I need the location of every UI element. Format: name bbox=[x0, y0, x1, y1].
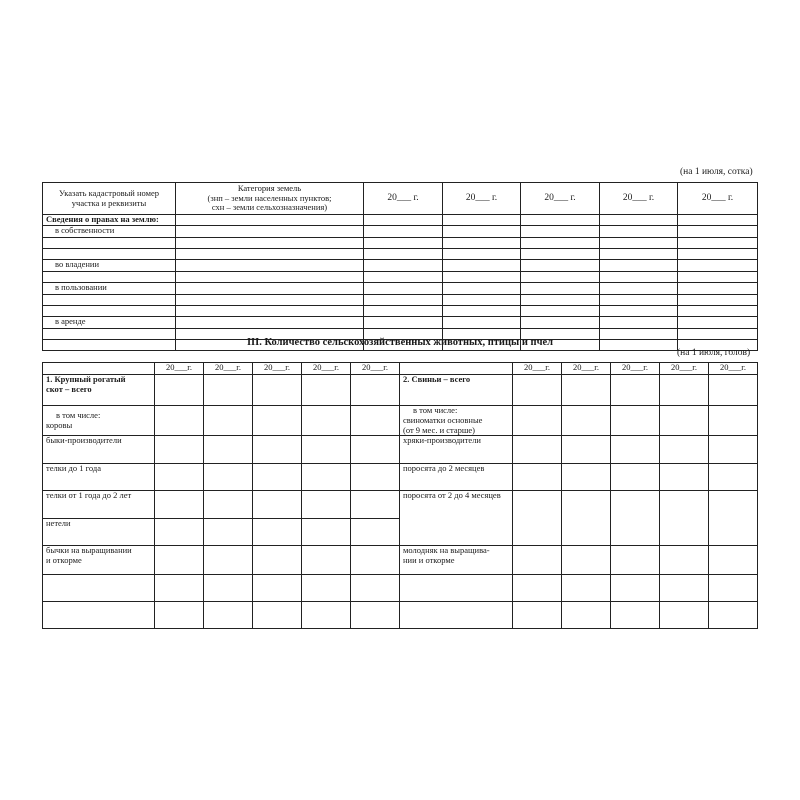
year-column-header: 20___г. bbox=[513, 363, 562, 375]
form-cell[interactable] bbox=[43, 575, 155, 602]
form-cell[interactable] bbox=[155, 491, 204, 519]
form-cell[interactable] bbox=[351, 575, 400, 602]
form-cell[interactable] bbox=[521, 215, 600, 226]
form-cell[interactable] bbox=[600, 238, 678, 249]
pigs-total-label: 2. Свиньи – всего bbox=[400, 375, 513, 406]
form-cell[interactable] bbox=[204, 436, 253, 464]
year-column-header: 20___г. bbox=[302, 363, 351, 375]
form-cell[interactable] bbox=[443, 238, 521, 249]
form-cell[interactable] bbox=[204, 406, 253, 436]
form-cell[interactable] bbox=[176, 306, 364, 317]
form-cell[interactable] bbox=[443, 249, 521, 260]
form-cell[interactable] bbox=[521, 226, 600, 238]
form-cell[interactable] bbox=[400, 575, 513, 602]
form-cell[interactable] bbox=[176, 283, 364, 295]
form-cell[interactable] bbox=[155, 575, 204, 602]
form-cell[interactable] bbox=[176, 260, 364, 272]
form-cell[interactable] bbox=[678, 272, 758, 283]
year-column-header: 20___г. bbox=[562, 363, 611, 375]
form-cell[interactable] bbox=[513, 375, 562, 406]
form-cell[interactable] bbox=[678, 215, 758, 226]
piglets-under-2m-label: поросята до 2 месяцев bbox=[400, 464, 513, 491]
form-cell[interactable] bbox=[660, 464, 709, 491]
form-cell[interactable] bbox=[709, 436, 758, 464]
form-cell[interactable] bbox=[678, 295, 758, 306]
form-cell[interactable] bbox=[521, 283, 600, 295]
form-cell[interactable] bbox=[155, 602, 204, 629]
form-cell[interactable] bbox=[562, 602, 611, 629]
form-cell[interactable] bbox=[660, 491, 709, 546]
year-column-header: 20___ г. bbox=[600, 183, 678, 215]
form-cell[interactable] bbox=[43, 306, 176, 317]
form-cell[interactable] bbox=[562, 464, 611, 491]
form-cell[interactable] bbox=[443, 215, 521, 226]
form-cell[interactable] bbox=[513, 491, 562, 546]
row-label-ownership: в собственности bbox=[43, 226, 176, 238]
form-cell[interactable] bbox=[176, 295, 364, 306]
form-cell[interactable] bbox=[204, 519, 253, 546]
form-cell[interactable] bbox=[351, 546, 400, 575]
form-cell[interactable] bbox=[155, 406, 204, 436]
land-category-header: Категория земель (знп – земли населенных пунктов; схн – земли сельхозназначения) bbox=[176, 183, 364, 215]
heifers-label: нетели bbox=[43, 519, 155, 546]
form-cell[interactable] bbox=[443, 283, 521, 295]
form-cell[interactable] bbox=[562, 375, 611, 406]
form-cell[interactable] bbox=[364, 306, 443, 317]
form-cell[interactable] bbox=[364, 260, 443, 272]
heifers-under-1-label: телки до 1 года bbox=[43, 464, 155, 491]
form-cell[interactable] bbox=[351, 491, 400, 519]
form-cell[interactable] bbox=[600, 249, 678, 260]
form-cell[interactable] bbox=[253, 491, 302, 519]
form-cell[interactable] bbox=[253, 546, 302, 575]
form-cell[interactable] bbox=[443, 272, 521, 283]
form-cell[interactable] bbox=[513, 406, 562, 436]
form-cell[interactable] bbox=[678, 306, 758, 317]
form-cell[interactable] bbox=[709, 406, 758, 436]
form-cell[interactable] bbox=[302, 575, 351, 602]
cattle-header-blank bbox=[43, 363, 155, 375]
form-cell[interactable] bbox=[562, 546, 611, 575]
year-column-header: 20___ г. bbox=[364, 183, 443, 215]
form-cell[interactable] bbox=[253, 602, 302, 629]
cadastral-header: Указать кадастровый номер участка и реквизиты bbox=[43, 183, 176, 215]
form-cell[interactable] bbox=[443, 260, 521, 272]
form-cell[interactable] bbox=[155, 464, 204, 491]
row-label-possession: во владении bbox=[43, 260, 176, 272]
form-cell[interactable] bbox=[600, 306, 678, 317]
form-cell[interactable] bbox=[600, 260, 678, 272]
form-cell[interactable] bbox=[521, 249, 600, 260]
form-cell[interactable] bbox=[513, 575, 562, 602]
form-cell[interactable] bbox=[204, 464, 253, 491]
form-cell[interactable] bbox=[351, 519, 400, 546]
form-cell[interactable] bbox=[600, 226, 678, 238]
year-column-header: 20___ г. bbox=[678, 183, 758, 215]
form-cell[interactable] bbox=[562, 575, 611, 602]
form-cell[interactable] bbox=[443, 317, 521, 329]
form-cell[interactable] bbox=[678, 283, 758, 295]
form-cell[interactable] bbox=[302, 491, 351, 519]
form-cell[interactable] bbox=[155, 519, 204, 546]
year-column-header: 20___г. bbox=[204, 363, 253, 375]
form-cell[interactable] bbox=[302, 602, 351, 629]
livestock-table bbox=[42, 362, 758, 629]
form-cell[interactable] bbox=[155, 375, 204, 406]
form-cell[interactable] bbox=[364, 283, 443, 295]
row-label-lease: в аренде bbox=[43, 317, 176, 329]
form-cell[interactable] bbox=[364, 226, 443, 238]
form-cell[interactable] bbox=[521, 295, 600, 306]
form-cell[interactable] bbox=[709, 375, 758, 406]
form-cell[interactable] bbox=[611, 406, 660, 436]
boars-label: хряки-производители bbox=[400, 436, 513, 464]
form-cell[interactable] bbox=[176, 317, 364, 329]
sows-label: в том числе: свиноматки основные (от 9 мес. и старше) bbox=[400, 406, 513, 436]
form-cell[interactable] bbox=[660, 546, 709, 575]
form-cell[interactable] bbox=[351, 406, 400, 436]
row-label-use: в пользовании bbox=[43, 283, 176, 295]
form-cell[interactable] bbox=[253, 575, 302, 602]
form-cell[interactable] bbox=[709, 575, 758, 602]
form-cell[interactable] bbox=[562, 491, 611, 546]
form-cell[interactable] bbox=[513, 546, 562, 575]
year-column-header: 20___г. bbox=[709, 363, 758, 375]
form-cell[interactable] bbox=[176, 215, 364, 226]
livestock-unit-note: (на 1 июля, голов) bbox=[677, 348, 751, 358]
form-cell[interactable] bbox=[204, 546, 253, 575]
form-cell[interactable] bbox=[253, 406, 302, 436]
form-cell[interactable] bbox=[176, 238, 364, 249]
form-cell[interactable] bbox=[364, 215, 443, 226]
form-cell[interactable] bbox=[513, 602, 562, 629]
form-cell[interactable] bbox=[204, 575, 253, 602]
form-cell[interactable] bbox=[513, 464, 562, 491]
section-title: III. Количество сельскохозяйственных животных, птицы и пчел bbox=[246, 337, 554, 348]
form-cell[interactable] bbox=[302, 464, 351, 491]
rights-heading: Сведения о правах на землю: bbox=[43, 215, 176, 226]
form-cell[interactable] bbox=[443, 306, 521, 317]
form-cell[interactable] bbox=[43, 249, 176, 260]
form-cell[interactable] bbox=[176, 249, 364, 260]
form-cell[interactable] bbox=[709, 491, 758, 546]
form-cell[interactable] bbox=[364, 317, 443, 329]
form-cell[interactable] bbox=[176, 226, 364, 238]
form-cell[interactable] bbox=[600, 295, 678, 306]
form-cell[interactable] bbox=[400, 602, 513, 629]
form-cell[interactable] bbox=[678, 238, 758, 249]
form-cell[interactable] bbox=[176, 272, 364, 283]
form-cell[interactable] bbox=[600, 272, 678, 283]
form-cell[interactable] bbox=[351, 464, 400, 491]
young-pigs-label: молодняк на выращива- нии и откорме bbox=[400, 546, 513, 575]
form-cell[interactable] bbox=[204, 491, 253, 519]
form-cell[interactable] bbox=[611, 491, 660, 546]
land-table bbox=[42, 182, 758, 351]
form-cell[interactable] bbox=[43, 238, 176, 249]
form-cell[interactable] bbox=[364, 249, 443, 260]
form-cell[interactable] bbox=[709, 602, 758, 629]
form-cell[interactable] bbox=[611, 575, 660, 602]
form-cell[interactable] bbox=[43, 295, 176, 306]
form-cell[interactable] bbox=[678, 226, 758, 238]
form-cell[interactable] bbox=[204, 602, 253, 629]
year-column-header: 20___ г. bbox=[443, 183, 521, 215]
form-cell[interactable] bbox=[660, 436, 709, 464]
form-cell[interactable] bbox=[302, 546, 351, 575]
form-cell[interactable] bbox=[521, 306, 600, 317]
form-cell[interactable] bbox=[351, 436, 400, 464]
year-column-header: 20___г. bbox=[351, 363, 400, 375]
form-cell[interactable] bbox=[611, 546, 660, 575]
form-cell[interactable] bbox=[611, 375, 660, 406]
form-cell[interactable] bbox=[660, 375, 709, 406]
form-cell[interactable] bbox=[600, 317, 678, 329]
form-cell[interactable] bbox=[253, 519, 302, 546]
form-cell[interactable] bbox=[611, 602, 660, 629]
form-cell[interactable] bbox=[562, 436, 611, 464]
form-cell[interactable] bbox=[660, 406, 709, 436]
year-column-header: 20___г. bbox=[611, 363, 660, 375]
form-cell[interactable] bbox=[521, 272, 600, 283]
form-cell[interactable] bbox=[678, 260, 758, 272]
form-cell[interactable] bbox=[155, 546, 204, 575]
form-cell[interactable] bbox=[600, 283, 678, 295]
form-cell[interactable] bbox=[155, 436, 204, 464]
form-cell[interactable] bbox=[611, 464, 660, 491]
form-cell[interactable] bbox=[521, 238, 600, 249]
land-unit-note: (на 1 июля, сотка) bbox=[680, 167, 753, 177]
form-cell[interactable] bbox=[302, 519, 351, 546]
form-cell[interactable] bbox=[660, 575, 709, 602]
year-column-header: 20___г. bbox=[253, 363, 302, 375]
bulls-label: быки-производители bbox=[43, 436, 155, 464]
cattle-total-label: 1. Крупный рогатый скот – всего bbox=[43, 375, 155, 406]
form-cell[interactable] bbox=[709, 546, 758, 575]
form-cell[interactable] bbox=[364, 272, 443, 283]
form-cell[interactable] bbox=[302, 406, 351, 436]
form-cell[interactable] bbox=[364, 238, 443, 249]
cows-label: в том числе: коровы bbox=[43, 406, 155, 436]
form-cell[interactable] bbox=[611, 436, 660, 464]
form-cell[interactable] bbox=[600, 215, 678, 226]
piglets-2-4m-label: поросята от 2 до 4 месяцев bbox=[400, 491, 513, 546]
form-cell[interactable] bbox=[562, 406, 611, 436]
form-cell[interactable] bbox=[351, 602, 400, 629]
form-cell[interactable] bbox=[443, 295, 521, 306]
form-cell[interactable] bbox=[302, 436, 351, 464]
year-column-header: 20___г. bbox=[155, 363, 204, 375]
form-cell[interactable] bbox=[253, 464, 302, 491]
form-cell[interactable] bbox=[660, 602, 709, 629]
form-cell[interactable] bbox=[709, 464, 758, 491]
year-column-header: 20___г. bbox=[660, 363, 709, 375]
form-cell[interactable] bbox=[364, 295, 443, 306]
form-cell[interactable] bbox=[521, 260, 600, 272]
form-cell[interactable] bbox=[351, 375, 400, 406]
form-cell[interactable] bbox=[253, 436, 302, 464]
form-cell[interactable] bbox=[521, 317, 600, 329]
form-cell[interactable] bbox=[43, 272, 176, 283]
form-cell[interactable] bbox=[204, 375, 253, 406]
year-column-header: 20___ г. bbox=[521, 183, 600, 215]
form-cell[interactable] bbox=[302, 375, 351, 406]
form-cell[interactable] bbox=[43, 602, 155, 629]
pigs-header-blank bbox=[400, 363, 513, 375]
steers-label: бычки на выращивании и откорме bbox=[43, 546, 155, 575]
form-cell[interactable] bbox=[513, 436, 562, 464]
form-cell[interactable] bbox=[678, 317, 758, 329]
heifers-1-2-label: телки от 1 года до 2 лет bbox=[43, 491, 155, 519]
form-cell[interactable] bbox=[678, 249, 758, 260]
form-cell[interactable] bbox=[253, 375, 302, 406]
form-cell[interactable] bbox=[443, 226, 521, 238]
